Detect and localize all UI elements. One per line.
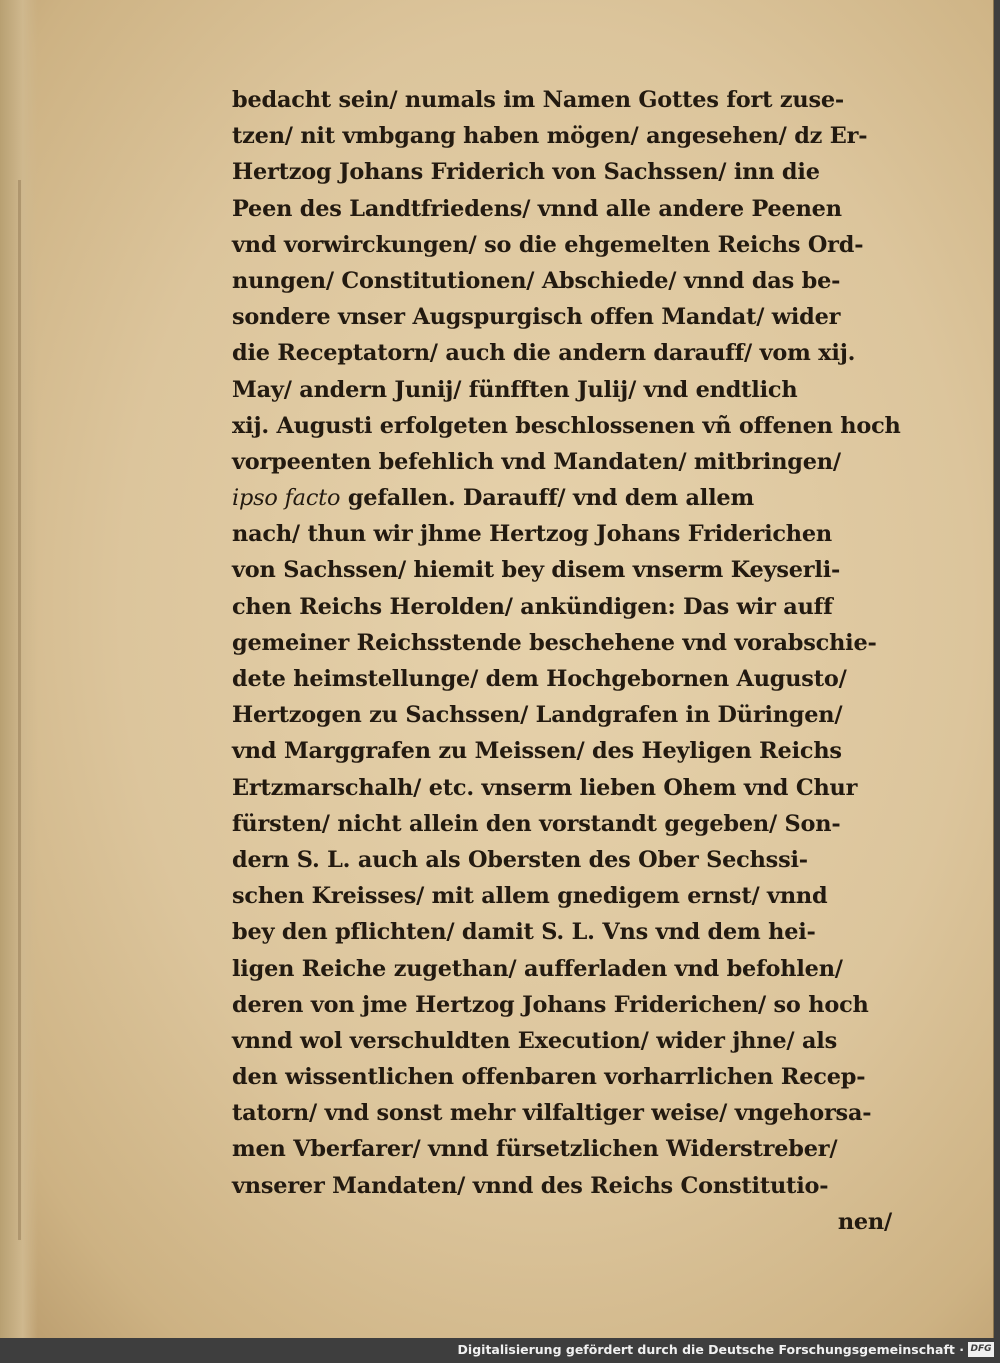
text-line: men Vberfarer/ vnnd fürsetzlichen Widerstreber/ xyxy=(232,1136,838,1163)
text-line-rest: gefallen. Darauff/ vnd dem allem xyxy=(340,485,754,512)
text-line: chen Reichs Herolden/ ankündigen: Das wir auff xyxy=(232,593,833,620)
dfg-logo-icon: DFG xyxy=(968,1342,994,1357)
text-line: die Receptatorn/ auch die andern darauff/ vom xij. xyxy=(232,340,856,367)
text-line: bey den pflichten/ damit S. L. Vns vnd dem hei- xyxy=(232,919,816,946)
gutter-shadow xyxy=(18,180,21,1240)
text-line: fürsten/ nicht allein den vorstandt gegeben/ Son- xyxy=(232,810,841,837)
text-line: vnnd wol verschuldten Execution/ wider jhne/ als xyxy=(232,1027,837,1054)
funding-credit: Digitalisierung gefördert durch die Deutsche Forschungsgemeinschaft · xyxy=(457,1342,964,1357)
text-line: xij. Augusti erfolgeten beschlossenen vñ offenen hoch xyxy=(232,412,901,439)
catchword: nen/ xyxy=(837,1208,892,1235)
text-block xyxy=(232,82,901,1240)
text-line: ligen Reiche zugethan/ aufferladen vnd befohlen/ xyxy=(232,955,843,982)
text-line: dete heimstellunge/ dem Hochgebornen Augusto/ xyxy=(232,666,847,692)
text-line: tzen/ nit vmbgang haben mögen/ angesehen/ dz Er- xyxy=(232,123,868,150)
text-line: vorpeenten befehlich vnd Mandaten/ mitbringen/ xyxy=(232,448,841,475)
footer-bar xyxy=(0,1338,1000,1363)
text-line-latin xyxy=(232,480,892,516)
text-line: Hertzog Johans Friderich von Sachssen/ inn die xyxy=(232,159,820,186)
text-line: von Sachssen/ hiemit bey disem vnserm Keyserli- xyxy=(232,557,841,584)
text-line: vnd vorwirckungen/ so die ehgemelten Reichs Ord- xyxy=(232,231,864,258)
text-line: den wissentlichen offenbaren vorharrlichen Recep- xyxy=(232,1064,866,1091)
text-line: Peen des Landtfriedens/ vnnd alle andere Peenen xyxy=(232,195,842,222)
text-line: Ertzmarschalh/ etc. vnserm lieben Ohem vnd Chur xyxy=(232,774,858,801)
text-line: schen Kreisses/ mit allem gnedigem ernst/ vnnd xyxy=(232,883,828,910)
text-line: bedacht sein/ numals im Namen Gottes fort zuse- xyxy=(232,87,844,113)
text-line: nungen/ Constitutionen/ Abschiede/ vnnd das be- xyxy=(232,267,841,294)
text-line: gemeiner Reichsstende beschehene vnd vorabschie- xyxy=(232,629,877,656)
text-line: vnserer Mandaten/ vnnd des Reichs Constitutio- xyxy=(232,1172,829,1199)
text-line: dern S. L. auch als Obersten des Ober Sechssi- xyxy=(232,846,808,873)
text-line: vnd Marggrafen zu Meissen/ des Heyligen Reichs xyxy=(232,738,842,765)
latin-phrase: ipso facto xyxy=(232,485,341,512)
text-line: deren von jme Hertzog Johans Friderichen/ so hoch xyxy=(232,991,869,1018)
text-line: Hertzogen zu Sachssen/ Landgrafen in Düringen/ xyxy=(232,702,843,729)
text-line: tatorn/ vnd sonst mehr vilfaltiger weise/ vngehorsa- xyxy=(232,1100,872,1127)
text-line: sondere vnser Augspurgisch offen Mandat/ wider xyxy=(232,304,841,331)
text-line: nach/ thun wir jhme Hertzog Johans Friderichen xyxy=(232,521,833,548)
text-line: May/ andern Junij/ fünfften Julij/ vnd endtlich xyxy=(232,376,798,403)
